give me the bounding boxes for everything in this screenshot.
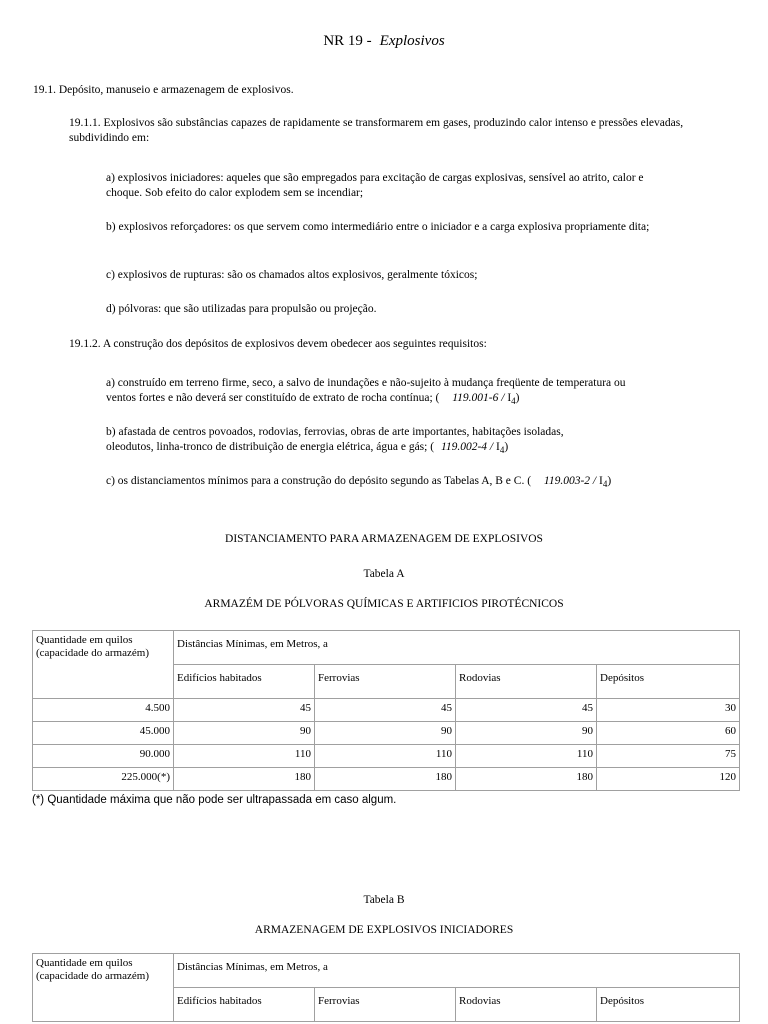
infraction-level: 4 bbox=[499, 444, 505, 455]
table-a-note: (*) Quantidade máxima que não pode ser ultrapassada em caso algum. bbox=[32, 794, 397, 806]
table-a-col-dist: Distâncias Mínimas, em Metros, a bbox=[174, 631, 740, 665]
req-b bbox=[106, 425, 606, 454]
table-cell: 120 bbox=[597, 768, 740, 791]
section-19-1-2: 19.1.2. A construção dos depósitos de explosivos devem obedecer aos seguintes requisitos: bbox=[69, 338, 487, 350]
table-b-col-depositos: Depósitos bbox=[597, 988, 740, 1022]
req-a bbox=[106, 376, 651, 405]
table-b-col-dist: Distâncias Mínimas, em Metros, a bbox=[174, 954, 740, 988]
infraction-level: 4 bbox=[602, 479, 608, 489]
req-b-code: 119.002-4 / bbox=[440, 440, 494, 453]
table-cell: 30 bbox=[597, 699, 740, 722]
table-cell: 4.500 bbox=[33, 699, 174, 722]
req-b-text: b) afastada de centros povoados, rodovias, ferrovias, obras de arte importantes, habitações isoladas, oleodutos, linha-tronco de distribuição de energia elétrica, água e gás; ( bbox=[106, 426, 564, 453]
table-b-col-ferrovias: Ferrovias bbox=[315, 988, 456, 1022]
section-19-1: 19.1. Depósito, manuseio e armazenagem de explosivos. bbox=[33, 84, 294, 96]
table-row bbox=[33, 768, 740, 791]
title-italic: Explosivos bbox=[379, 33, 445, 49]
item-a-iniciadores: a) explosivos iniciadores: aqueles que são empregados para excitação de cargas explosivas, sensível ao atrito, calor e choque. Sob efeito do calor explodem sem se incendiar; bbox=[106, 172, 644, 199]
table-row bbox=[33, 699, 740, 722]
table-a-col-qty: Quantidade em quilos (capacidade do armazém) bbox=[33, 631, 174, 699]
section-heading: DISTANCIAMENTO PARA ARMAZENAGEM DE EXPLOSIVOS bbox=[225, 533, 543, 545]
section-19-1-1: 19.1.1. Explosivos são substâncias capazes de rapidamente se transformarem em gases, produzindo calor intenso e pressões elevadas, subdividindo em: bbox=[69, 117, 684, 144]
table-cell: 225.000(*) bbox=[33, 768, 174, 791]
table-cell: 45.000 bbox=[33, 722, 174, 745]
req-a-code: 119.001-6 / bbox=[452, 391, 505, 404]
table-a bbox=[32, 630, 740, 791]
table-b-col-rodovias: Rodovias bbox=[456, 988, 597, 1022]
req-c-text: c) os distanciamentos mínimos para a construção do depósito segundo as Tabelas A, B e C. ( bbox=[106, 475, 532, 487]
table-cell: 45 bbox=[456, 699, 597, 722]
infraction-letter: I bbox=[598, 475, 603, 487]
table-a-col-rodovias: Rodovias bbox=[456, 665, 597, 699]
req-c bbox=[106, 474, 726, 489]
table-b-col-qty: Quantidade em quilos (capacidade do armazém) bbox=[33, 954, 174, 1022]
req-c-code: 119.003-2 / bbox=[543, 475, 597, 487]
table-b-label: Tabela B bbox=[363, 894, 405, 906]
table-b-col-edificios: Edifícios habitados bbox=[174, 988, 315, 1022]
table-cell: 75 bbox=[597, 745, 740, 768]
table-cell: 45 bbox=[315, 699, 456, 722]
table-cell: 90 bbox=[315, 722, 456, 745]
infraction-letter: I bbox=[507, 391, 512, 404]
table-cell: 110 bbox=[456, 745, 597, 768]
table-cell: 60 bbox=[597, 722, 740, 745]
table-row bbox=[33, 745, 740, 768]
table-cell: 110 bbox=[315, 745, 456, 768]
table-cell: 45 bbox=[174, 699, 315, 722]
table-cell: 90 bbox=[174, 722, 315, 745]
infraction-level: 4 bbox=[511, 395, 516, 406]
table-cell: 90.000 bbox=[33, 745, 174, 768]
title-main: NR 19 - bbox=[323, 33, 372, 49]
infraction-letter: I bbox=[495, 440, 500, 453]
table-cell: 180 bbox=[315, 768, 456, 791]
table-cell: 180 bbox=[456, 768, 597, 791]
table-b bbox=[32, 953, 740, 1022]
item-d-polvoras: d) pólvoras: que são utilizadas para propulsão ou projeção. bbox=[106, 303, 377, 315]
item-b-reforcadores: b) explosivos reforçadores: os que servem como intermediário entre o iniciador e a carga explosiva propriamente dita; bbox=[106, 221, 650, 233]
table-a-col-depositos: Depósitos bbox=[597, 665, 740, 699]
item-c-rupturas: c) explosivos de rupturas: são os chamados altos explosivos, geralmente tóxicos; bbox=[106, 269, 478, 281]
table-a-col-ferrovias: Ferrovias bbox=[315, 665, 456, 699]
table-b-heading: ARMAZENAGEM DE EXPLOSIVOS INICIADORES bbox=[254, 924, 514, 936]
close-paren: ) bbox=[607, 475, 612, 487]
close-paren: ) bbox=[504, 440, 509, 453]
req-a-text: a) construído em terreno firme, seco, a salvo de inundações e não-sujeito à mudança freqüente de temperatura ou ventos fortes e não deverá ser constituído de extrato de rocha contínua; ( bbox=[106, 377, 626, 404]
page-title bbox=[0, 34, 768, 49]
table-a-col-edificios: Edifícios habitados bbox=[174, 665, 315, 699]
table-a-heading: ARMAZÉM DE PÓLVORAS QUÍMICAS E ARTIFICIOS PIROTÉCNICOS bbox=[204, 598, 564, 610]
table-cell: 90 bbox=[456, 722, 597, 745]
table-cell: 110 bbox=[174, 745, 315, 768]
table-row bbox=[33, 722, 740, 745]
table-cell: 180 bbox=[174, 768, 315, 791]
close-paren: ) bbox=[515, 391, 520, 404]
table-a-label: Tabela A bbox=[363, 568, 405, 580]
